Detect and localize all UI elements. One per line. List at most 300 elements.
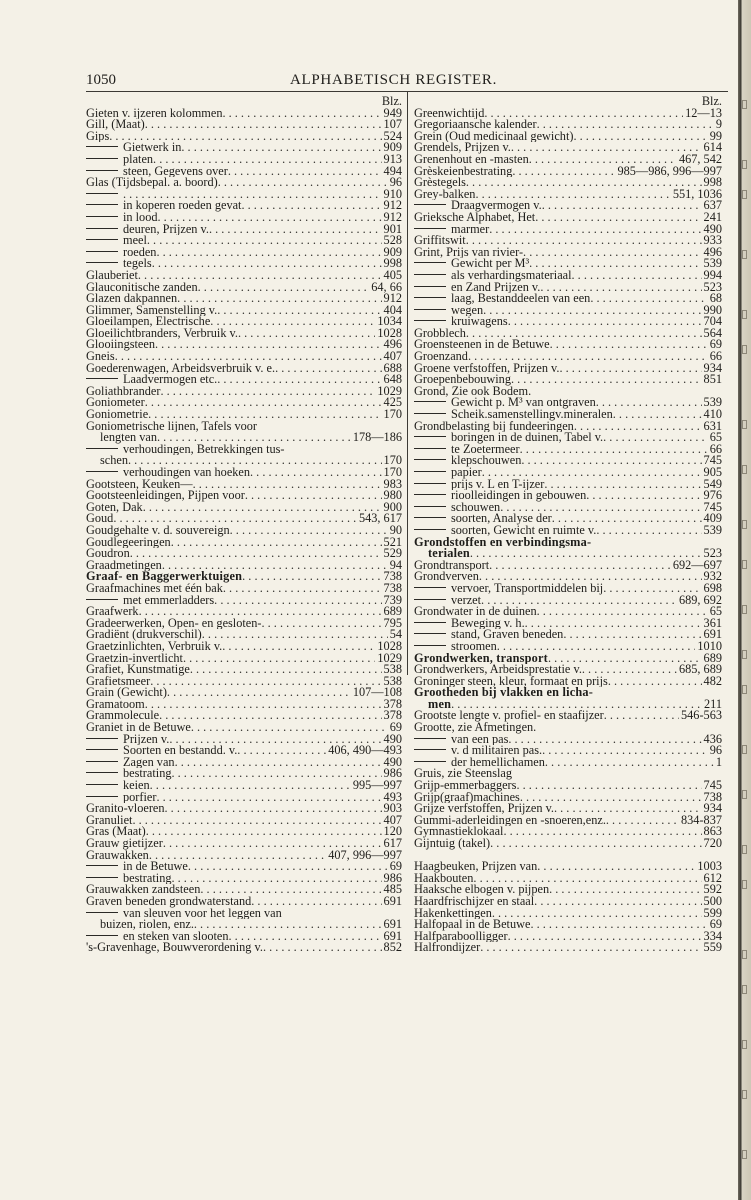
dot-leader (242, 571, 381, 583)
index-entry (414, 734, 722, 746)
entry-term: Goudron (86, 548, 130, 560)
entry-term: en Zand Prijzen v. (451, 281, 541, 294)
entry-term: Grafietsmeer (86, 675, 151, 688)
dot-leader (545, 757, 714, 769)
dot-leader (529, 154, 677, 166)
entry-term: rioolleidingen in gebouwen (451, 490, 587, 502)
index-entry (86, 606, 402, 618)
entry-page: 691 (383, 895, 402, 908)
entry-page: 361 (703, 617, 722, 630)
index-entry (414, 177, 722, 189)
index-entry (414, 687, 722, 699)
repeat-dash (86, 158, 118, 159)
entry-page: 689 (703, 652, 722, 665)
dot-leader (230, 525, 388, 537)
entry-page: 539 (703, 524, 722, 537)
entry-page: 559 (703, 942, 722, 954)
repeat-dash (414, 587, 446, 588)
entry-page: 689 (383, 606, 402, 618)
entry-term: Grijze verfstoffen, Prijzen v. (414, 803, 554, 815)
entry-page: 599 (703, 907, 722, 920)
index-entry (414, 490, 722, 502)
dot-leader (228, 166, 382, 178)
entry-term: van een pas (451, 733, 509, 746)
dot-leader (537, 861, 695, 873)
dot-leader (147, 235, 382, 247)
entry-term: Groninger steen, kleur, formaat en prijs (414, 675, 608, 688)
repeat-dash (86, 228, 118, 229)
dot-leader (520, 444, 708, 456)
index-entry (414, 513, 722, 525)
entry-term: Grondbelasting bij fundeeringen (414, 420, 574, 433)
index-entry (86, 803, 402, 815)
entry-page: 631 (703, 420, 722, 433)
entry-page: 496 (383, 339, 402, 352)
entry-term: Halfopaal in de Betuwe (414, 919, 531, 931)
edge-marker (742, 650, 747, 659)
repeat-dash (414, 645, 446, 646)
dot-leader (275, 363, 381, 375)
entry-page: 69 (389, 722, 402, 734)
index-entry (414, 142, 722, 154)
page-header (0, 70, 738, 92)
entry-page: 795 (383, 617, 402, 630)
entry-page: 546-563 (681, 710, 722, 723)
entry-page: 1029 (377, 652, 402, 665)
entry-page: 551, 1036 (672, 188, 722, 201)
index-entry (414, 224, 722, 236)
repeat-dash (86, 204, 118, 205)
index-entry (414, 131, 722, 143)
entry-term: Grondwerken, transport (414, 652, 548, 665)
index-entry (414, 386, 722, 398)
entry-term: Graven beneden grondwaterstand (86, 895, 252, 908)
index-entry (414, 641, 722, 653)
entry-term: Gradiënt (drukverschil) (86, 629, 202, 641)
index-entry (86, 247, 402, 259)
dot-leader (223, 583, 382, 595)
index-entry (86, 397, 402, 409)
entry-term: Grauwakken (86, 849, 149, 862)
dot-leader (130, 548, 382, 560)
index-entry (414, 305, 722, 317)
index-entry (86, 676, 402, 688)
dot-leader (613, 409, 702, 421)
entry-term: Gloeilichtbranders, Verbruik v. (86, 327, 238, 340)
index-entry (414, 108, 722, 120)
dot-leader (492, 908, 702, 920)
dot-leader (511, 142, 702, 154)
dot-leader (516, 780, 701, 792)
dot-leader (489, 560, 671, 572)
index-entry (86, 224, 402, 236)
dot-leader (542, 200, 702, 212)
entry-page: 410 (703, 409, 722, 421)
index-entry (414, 722, 722, 734)
index-entry (414, 479, 722, 491)
edge-marker (742, 250, 747, 259)
entry-term: Prijzen v. (123, 733, 170, 746)
index-entry (414, 629, 722, 641)
entry-term: marmer (451, 223, 490, 236)
entry-page: 994 (703, 269, 722, 282)
index-entry (414, 455, 722, 467)
index-entry (414, 815, 722, 827)
entry-term: Graetzin-invertlicht (86, 652, 183, 665)
repeat-dash (414, 517, 446, 518)
index-entry (86, 270, 402, 282)
dot-leader (508, 931, 702, 943)
dot-leader (123, 189, 382, 201)
dot-leader (153, 154, 382, 166)
entry-term: in de Betuwe (123, 861, 188, 873)
entry-term: Grondtransport (414, 559, 490, 572)
dot-leader (596, 397, 702, 409)
index-entry (86, 537, 402, 549)
entry-page: 692—697 (672, 559, 722, 572)
index-entry (86, 490, 402, 502)
index-entry (414, 896, 722, 908)
entry-page: 905 (703, 467, 722, 479)
index-entry (414, 768, 722, 780)
entry-term: Glauconitische zanden (86, 281, 198, 294)
entry-page: 739 (383, 594, 402, 607)
index-entry (414, 653, 722, 665)
dot-leader (163, 838, 382, 850)
entry-page: 1028 (377, 640, 402, 653)
entry-page: 986 (383, 768, 402, 781)
dot-leader (217, 305, 381, 317)
dot-leader (113, 513, 357, 525)
repeat-dash (86, 239, 118, 240)
entry-term: Grondwerkers, Arbeidsprestatie v. (414, 664, 582, 676)
entry-term: Grondwater in de duinen (414, 606, 537, 618)
entry-term: Grootste lengte v. profiel- en staafijzer (414, 710, 604, 723)
entry-term: Grein (Oud medicinaal gewicht) (414, 130, 574, 143)
entry-term: Glimmer, Samenstelling v. (86, 304, 218, 317)
edge-marker (742, 745, 747, 754)
dot-leader (155, 339, 382, 351)
entry-term: Grammolecule (86, 710, 160, 723)
entry-page: 524 (383, 130, 402, 143)
entry-page: 69 (389, 861, 402, 873)
dot-leader (222, 641, 375, 653)
entry-term: Goliathbrander (86, 385, 161, 398)
entry-term: soorten, Analyse der (451, 513, 552, 525)
entry-page: 69 (709, 339, 722, 352)
entry-page: 490 (703, 223, 722, 236)
entry-term: Halfrondijzer (414, 942, 481, 954)
edge-marker (742, 520, 747, 529)
entry-term: Goniometrische lijnen, Tafels voor (86, 420, 258, 433)
entry-term: Zagen van (123, 756, 175, 769)
edge-marker (742, 1040, 747, 1049)
index-entry (86, 641, 402, 653)
entry-term: schen (100, 455, 128, 467)
entry-page: 1034 (377, 316, 402, 328)
entry-page: 912 (383, 200, 402, 212)
dot-leader (145, 699, 382, 711)
dot-leader (171, 537, 382, 549)
entry-page: 120 (383, 826, 402, 838)
repeat-dash (414, 633, 446, 634)
entry-page: 334 (703, 930, 722, 943)
dot-leader (484, 108, 683, 120)
entry-page: 170 (383, 409, 402, 421)
entry-page: 986 (383, 872, 402, 885)
dot-leader (172, 768, 382, 780)
edge-marker (742, 310, 747, 319)
index-entry (414, 780, 722, 792)
left-column (86, 96, 402, 954)
dot-leader (534, 896, 701, 908)
dot-leader (237, 745, 326, 757)
entry-term: Laadvermogen etc. (123, 374, 218, 386)
entry-term: met emmerladders (123, 594, 215, 607)
index-entry (414, 363, 722, 375)
entry-page: 933 (703, 235, 722, 247)
index-entry (86, 815, 402, 827)
index-entry (86, 734, 402, 746)
index-entry (86, 479, 402, 491)
entry-term: 's-Gravenhage, Bouwverordening v. (86, 942, 263, 954)
entry-page: 66 (709, 351, 722, 363)
index-entry (414, 467, 722, 479)
repeat-dash (86, 749, 118, 750)
edge-marker (742, 465, 747, 474)
dot-leader (262, 618, 382, 630)
edge-marker (742, 845, 747, 854)
entry-term: Gootsteen, Keuken— (86, 478, 193, 491)
entry-page: 490 (383, 756, 402, 769)
dot-leader (482, 467, 702, 479)
entry-term: Griffitswit (414, 235, 466, 247)
entry-page: 912 (383, 211, 402, 224)
dot-leader (512, 166, 615, 178)
edge-marker (742, 1150, 747, 1159)
index-entry (414, 374, 722, 386)
entry-term: deuren, Prijzen v. (123, 223, 209, 236)
index-entry (414, 339, 722, 351)
dot-leader (480, 942, 701, 954)
index-entry (86, 142, 402, 154)
entry-page: 378 (383, 698, 402, 711)
repeat-dash (86, 912, 118, 913)
entry-page: 998 (383, 258, 402, 270)
entry-term: Greenwichtijd (414, 107, 485, 120)
entry-term: terialen (428, 548, 470, 560)
entry-page: 543, 617 (358, 513, 402, 525)
entry-term: platen (123, 153, 154, 166)
dot-leader (475, 189, 670, 201)
dot-leader (132, 815, 381, 827)
entry-term: Groene verfstoffen, Prijzen v. (414, 362, 560, 375)
index-entry (414, 792, 722, 804)
index-entry (414, 861, 722, 873)
entry-term: Draagvermogen v. (451, 200, 542, 212)
index-entry (414, 560, 722, 572)
dot-leader (251, 896, 381, 908)
index-entry (414, 757, 722, 769)
repeat-dash (86, 599, 118, 600)
entry-page: 934 (703, 362, 722, 375)
entry-term: Haakbouten (414, 872, 474, 885)
dot-leader (188, 861, 388, 873)
entry-term: papier (451, 467, 482, 479)
repeat-dash (414, 436, 446, 437)
edge-marker (742, 685, 747, 694)
entry-page: 863 (703, 826, 722, 838)
dot-leader (209, 224, 382, 236)
entry-page: 407 (383, 351, 402, 363)
index-entry (86, 908, 402, 920)
index-entry (86, 710, 402, 722)
entry-page: 745 (703, 780, 722, 792)
entry-term: verhoudingen, Betrekkingen tus- (123, 443, 285, 456)
column-label: Blz. (381, 94, 402, 108)
index-entry (86, 131, 402, 143)
entry-term: v. d militairen pas. (451, 745, 543, 757)
dot-leader (537, 119, 714, 131)
dot-leader (466, 235, 702, 247)
entry-term: Granuliet (86, 814, 133, 827)
entry-page: 903 (383, 803, 402, 815)
index-entry (414, 421, 722, 433)
entry-term: Glooiingsteen (86, 339, 155, 352)
entry-page: 976 (703, 490, 722, 502)
edge-marker (742, 345, 747, 354)
index-entry (414, 699, 722, 711)
entry-page: 521 (383, 536, 402, 549)
entry-term: Glazen dakpannen (86, 293, 178, 305)
dot-leader (167, 687, 351, 699)
dot-leader (217, 374, 381, 386)
entry-page: 1028 (377, 327, 402, 340)
index-entry (414, 316, 722, 328)
dot-leader (468, 351, 708, 363)
entry-term: Goederenwagen, Arbeidsverbruik v. e. (86, 362, 276, 375)
index-entry (86, 618, 402, 630)
entry-page: 485 (383, 884, 402, 896)
entry-term: als verhardingsmateriaal (451, 269, 572, 282)
dot-leader (550, 339, 708, 351)
index-entry (414, 525, 722, 537)
entry-term: Graafmachines met één bak (86, 582, 223, 595)
dot-leader (481, 595, 677, 607)
entry-page: 96 (389, 177, 402, 189)
dot-leader (241, 200, 381, 212)
entry-term: Graetzinlichten, Verbruik v. (86, 640, 223, 653)
dot-leader (540, 282, 701, 294)
entry-page: 9 (715, 119, 722, 131)
entry-term: roeden (123, 246, 157, 259)
index-entry (86, 745, 402, 757)
repeat-dash (86, 738, 118, 739)
index-entry (86, 687, 402, 699)
dot-leader (238, 328, 375, 340)
dot-leader (497, 641, 696, 653)
entry-term: Gras (Maat) (86, 826, 146, 838)
dot-leader (193, 479, 382, 491)
dot-leader (145, 119, 382, 131)
entry-page: 1 (715, 756, 722, 769)
index-entry (86, 826, 402, 838)
dot-leader (470, 548, 702, 560)
index-entry (414, 548, 722, 560)
dot-leader (143, 502, 382, 514)
entry-page: 69 (709, 919, 722, 931)
entry-term: Haagbeuken, Prijzen van (414, 861, 538, 873)
entry-page: 1029 (377, 385, 402, 398)
index-entry (86, 722, 402, 734)
entry-page: 378 (383, 710, 402, 723)
index-entry (414, 710, 722, 722)
entry-term: Grondverven (414, 571, 479, 583)
index-entry (86, 409, 402, 421)
repeat-dash (86, 796, 118, 797)
dot-leader (530, 919, 707, 931)
entry-term: klepschouwen (451, 455, 522, 467)
entry-page: 65 (709, 606, 722, 618)
entry-term: Grondstoffen en verbindingsma- (414, 536, 592, 549)
entry-page: 467, 542 (678, 153, 722, 166)
entry-page: 494 (383, 165, 402, 178)
entry-term: Gill, (Maat) (86, 119, 145, 131)
dot-leader (604, 710, 679, 722)
repeat-dash (86, 146, 118, 147)
dot-leader (489, 224, 701, 236)
entry-list (414, 108, 722, 954)
dot-leader (573, 131, 707, 143)
index-entry (414, 873, 722, 885)
index-entry (414, 908, 722, 920)
entry-page: 901 (383, 223, 402, 236)
index-entry (86, 583, 402, 595)
dot-leader (511, 374, 702, 386)
entry-term: Glauberiet (86, 269, 138, 282)
index-entry (86, 293, 402, 305)
repeat-dash (414, 761, 446, 762)
repeat-dash (414, 506, 446, 507)
entry-page: 983 (383, 478, 402, 491)
index-entry (86, 328, 402, 340)
entry-page: 211 (704, 698, 722, 711)
entry-page: 65 (709, 432, 722, 444)
edge-marker (742, 605, 747, 614)
index-entry (414, 328, 722, 340)
index-entry (414, 803, 722, 815)
entry-term: Gregoriaansche kalender (414, 119, 537, 131)
dot-leader (608, 676, 702, 688)
index-entry (86, 792, 402, 804)
entry-page: 539 (703, 258, 722, 270)
entry-term: Groensteenen in de Betuwe (414, 339, 550, 352)
entry-page: 689, 692 (678, 594, 722, 607)
index-entry (414, 166, 722, 178)
dot-leader (554, 803, 702, 815)
index-entry (414, 235, 722, 247)
entry-page: 932 (703, 571, 722, 583)
entry-page: 691 (703, 629, 722, 641)
entry-page: 493 (383, 791, 402, 804)
index-entry (86, 931, 402, 943)
entry-term: stand, Graven beneden (451, 629, 564, 641)
entry-term: Glas (Tijdsbepal. a. boord) (86, 177, 218, 189)
entry-page: 405 (383, 269, 402, 282)
index-entry (414, 583, 722, 595)
entry-term: Goniometrie (86, 409, 149, 421)
dot-leader (552, 513, 702, 525)
